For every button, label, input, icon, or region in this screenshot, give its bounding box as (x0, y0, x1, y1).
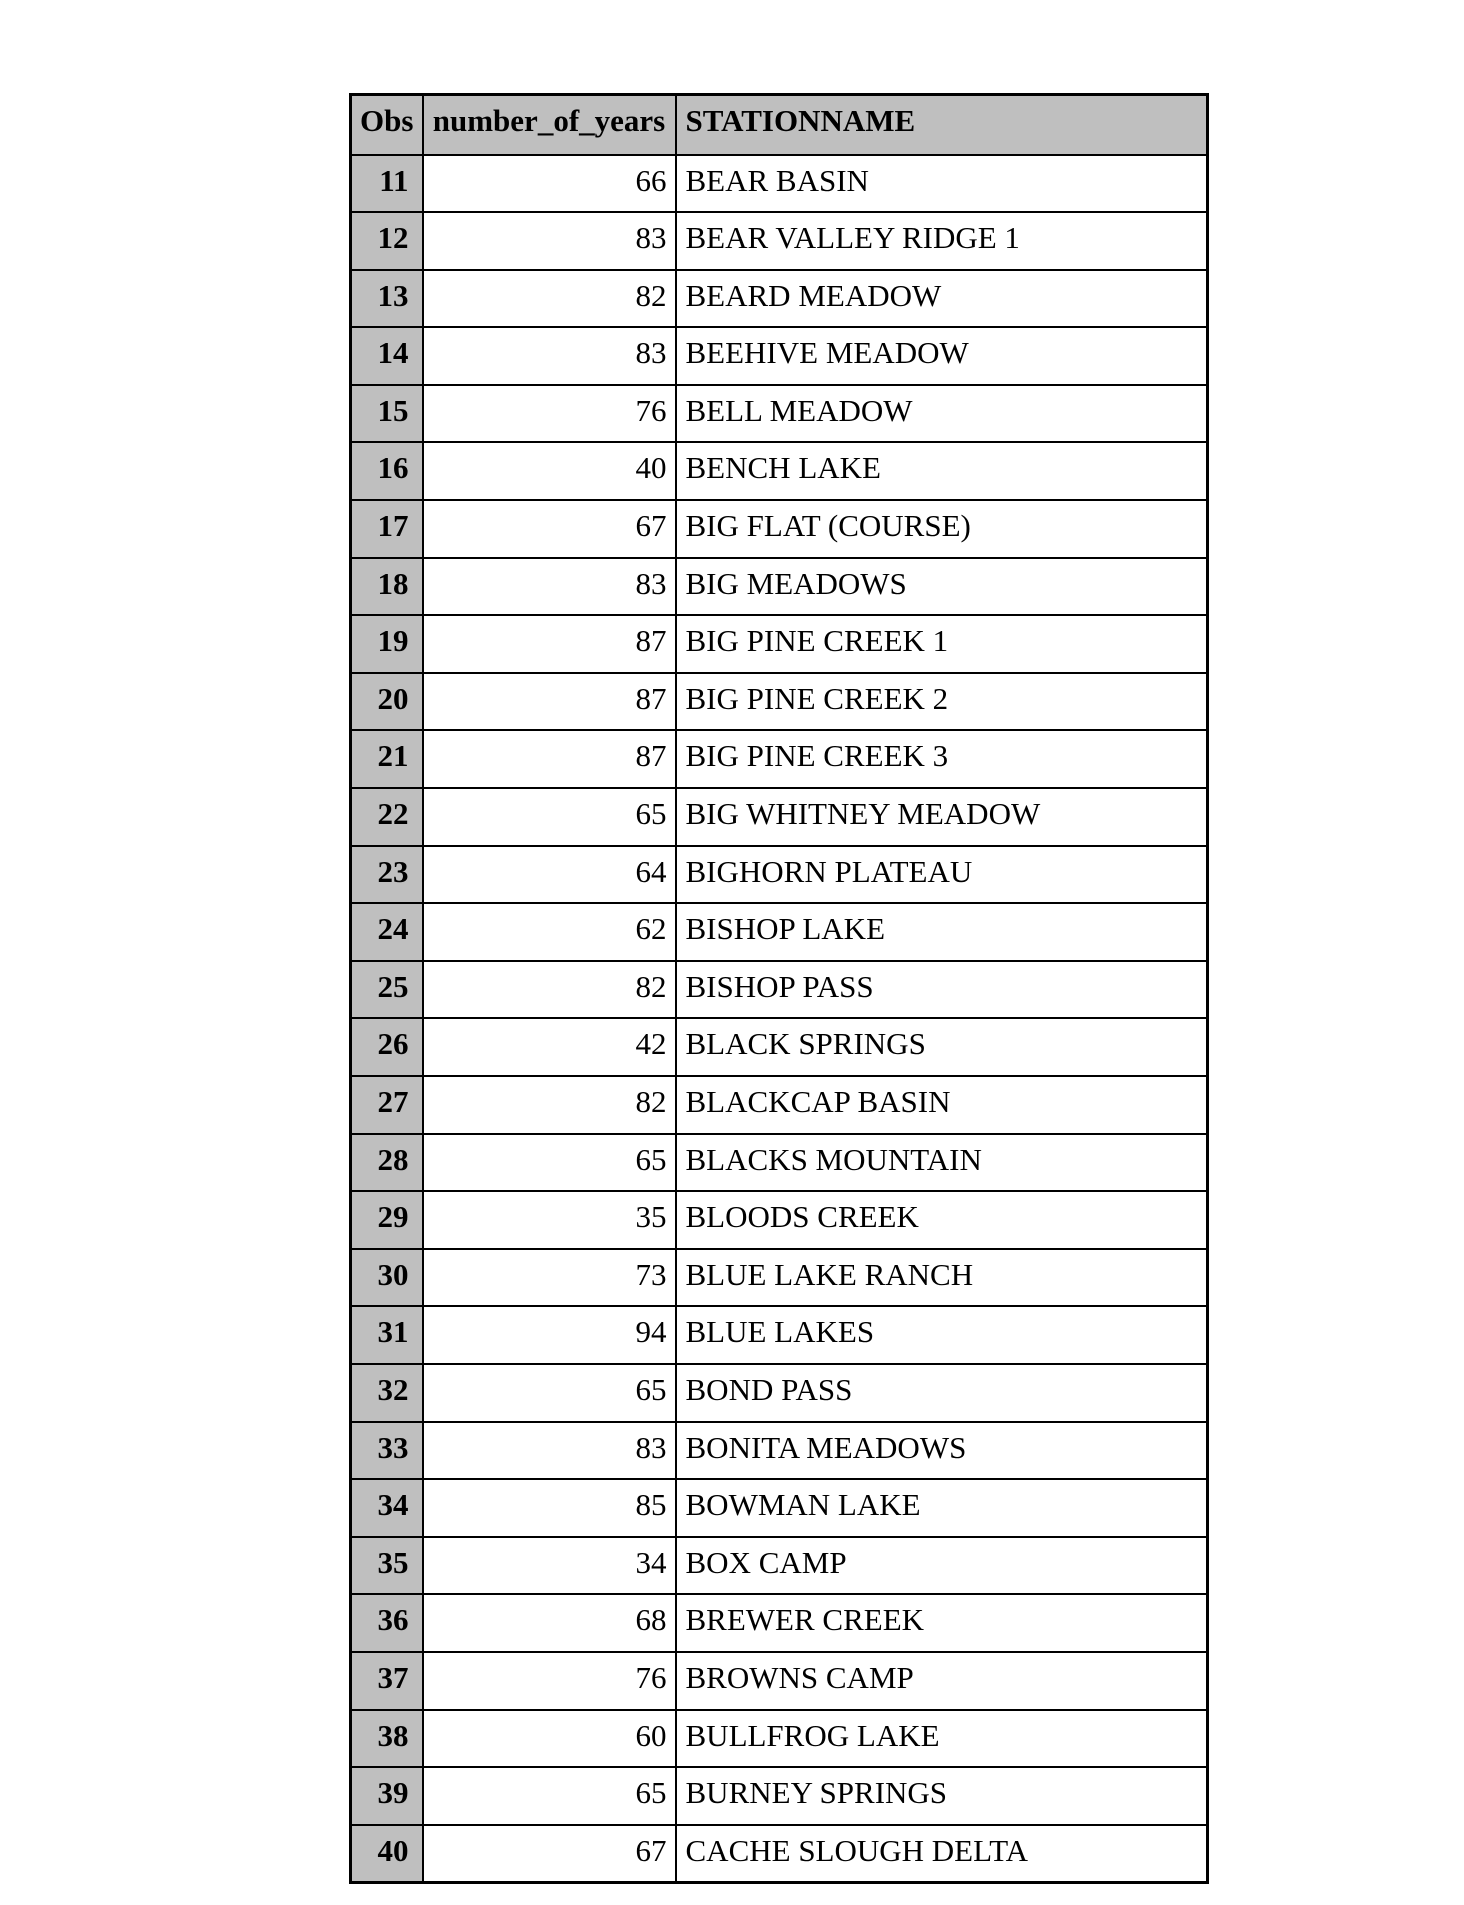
years-cell: 83 (423, 327, 676, 385)
years-cell: 83 (423, 558, 676, 616)
table-row (351, 212, 1208, 270)
table-row (351, 961, 1208, 1019)
table-row (351, 1479, 1208, 1537)
years-cell: 65 (423, 1767, 676, 1825)
table-row (351, 673, 1208, 731)
station-cell: BOND PASS (676, 1364, 1208, 1422)
obs-cell: 19 (351, 615, 423, 673)
years-cell: 34 (423, 1537, 676, 1595)
station-cell: BIG WHITNEY MEADOW (676, 788, 1208, 846)
table-row (351, 903, 1208, 961)
obs-cell: 28 (351, 1134, 423, 1192)
station-cell: BULLFROG LAKE (676, 1710, 1208, 1768)
table-row (351, 1422, 1208, 1480)
station-cell: BIG PINE CREEK 2 (676, 673, 1208, 731)
table-body (351, 155, 1208, 1883)
station-cell: BLACKS MOUNTAIN (676, 1134, 1208, 1192)
table-row (351, 1134, 1208, 1192)
table-row (351, 442, 1208, 500)
obs-cell: 39 (351, 1767, 423, 1825)
station-cell: BIG FLAT (COURSE) (676, 500, 1208, 558)
years-cell: 35 (423, 1191, 676, 1249)
years-cell: 40 (423, 442, 676, 500)
table-row (351, 155, 1208, 213)
obs-cell: 40 (351, 1825, 423, 1883)
station-cell: BISHOP LAKE (676, 903, 1208, 961)
years-cell: 62 (423, 903, 676, 961)
station-cell: BEEHIVE MEADOW (676, 327, 1208, 385)
table-row (351, 500, 1208, 558)
table-row (351, 788, 1208, 846)
obs-cell: 32 (351, 1364, 423, 1422)
years-cell: 94 (423, 1306, 676, 1364)
column-header-stationname: STATIONNAME (676, 95, 1208, 155)
table-row (351, 1249, 1208, 1307)
table-row (351, 270, 1208, 328)
column-header-number-of-years: number_of_years (423, 95, 676, 155)
station-cell: BEAR VALLEY RIDGE 1 (676, 212, 1208, 270)
table-row (351, 1825, 1208, 1883)
obs-cell: 17 (351, 500, 423, 558)
obs-cell: 22 (351, 788, 423, 846)
obs-cell: 35 (351, 1537, 423, 1595)
obs-cell: 27 (351, 1076, 423, 1134)
station-cell: BONITA MEADOWS (676, 1422, 1208, 1480)
obs-cell: 20 (351, 673, 423, 731)
station-cell: BOX CAMP (676, 1537, 1208, 1595)
station-cell: BLACKCAP BASIN (676, 1076, 1208, 1134)
obs-cell: 38 (351, 1710, 423, 1768)
years-cell: 66 (423, 155, 676, 213)
obs-cell: 37 (351, 1652, 423, 1710)
obs-cell: 12 (351, 212, 423, 270)
years-cell: 68 (423, 1594, 676, 1652)
obs-cell: 16 (351, 442, 423, 500)
table-row (351, 1537, 1208, 1595)
years-cell: 85 (423, 1479, 676, 1537)
table-row (351, 558, 1208, 616)
obs-cell: 29 (351, 1191, 423, 1249)
obs-cell: 18 (351, 558, 423, 616)
station-cell: BROWNS CAMP (676, 1652, 1208, 1710)
station-cell: BIG MEADOWS (676, 558, 1208, 616)
years-cell: 83 (423, 1422, 676, 1480)
station-cell: BIG PINE CREEK 1 (676, 615, 1208, 673)
years-cell: 82 (423, 270, 676, 328)
years-cell: 82 (423, 961, 676, 1019)
station-cell: CACHE SLOUGH DELTA (676, 1825, 1208, 1883)
station-cell: BELL MEADOW (676, 385, 1208, 443)
years-cell: 76 (423, 1652, 676, 1710)
obs-cell: 26 (351, 1018, 423, 1076)
obs-cell: 15 (351, 385, 423, 443)
years-cell: 76 (423, 385, 676, 443)
table-row (351, 1364, 1208, 1422)
years-cell: 83 (423, 212, 676, 270)
station-cell: BOWMAN LAKE (676, 1479, 1208, 1537)
years-cell: 60 (423, 1710, 676, 1768)
station-cell: BLACK SPRINGS (676, 1018, 1208, 1076)
station-cell: BIG PINE CREEK 3 (676, 730, 1208, 788)
table-row (351, 1594, 1208, 1652)
obs-cell: 23 (351, 846, 423, 904)
station-cell: BREWER CREEK (676, 1594, 1208, 1652)
years-cell: 65 (423, 1134, 676, 1192)
years-cell: 73 (423, 1249, 676, 1307)
header-row (351, 95, 1208, 155)
table-row (351, 1306, 1208, 1364)
station-cell: BEAR BASIN (676, 155, 1208, 213)
station-cell: BLUE LAKES (676, 1306, 1208, 1364)
years-cell: 65 (423, 788, 676, 846)
station-cell: BLOODS CREEK (676, 1191, 1208, 1249)
years-cell: 82 (423, 1076, 676, 1134)
obs-cell: 36 (351, 1594, 423, 1652)
observations-table (349, 93, 1209, 1884)
table-row (351, 385, 1208, 443)
table-row (351, 730, 1208, 788)
obs-cell: 21 (351, 730, 423, 788)
years-cell: 64 (423, 846, 676, 904)
station-cell: BIGHORN PLATEAU (676, 846, 1208, 904)
obs-cell: 14 (351, 327, 423, 385)
obs-cell: 11 (351, 155, 423, 213)
table-row (351, 1076, 1208, 1134)
obs-cell: 13 (351, 270, 423, 328)
table-row (351, 1652, 1208, 1710)
station-cell: BENCH LAKE (676, 442, 1208, 500)
years-cell: 87 (423, 730, 676, 788)
years-cell: 87 (423, 673, 676, 731)
obs-cell: 24 (351, 903, 423, 961)
years-cell: 67 (423, 1825, 676, 1883)
obs-cell: 25 (351, 961, 423, 1019)
table-header (351, 95, 1208, 155)
station-cell: BEARD MEADOW (676, 270, 1208, 328)
obs-cell: 33 (351, 1422, 423, 1480)
column-header-obs: Obs (351, 95, 423, 155)
table-row (351, 1767, 1208, 1825)
station-cell: BLUE LAKE RANCH (676, 1249, 1208, 1307)
table-row (351, 846, 1208, 904)
table-row (351, 327, 1208, 385)
obs-cell: 31 (351, 1306, 423, 1364)
table-row (351, 1191, 1208, 1249)
obs-cell: 34 (351, 1479, 423, 1537)
years-cell: 42 (423, 1018, 676, 1076)
years-cell: 65 (423, 1364, 676, 1422)
table-row (351, 1018, 1208, 1076)
table-row (351, 1710, 1208, 1768)
station-cell: BISHOP PASS (676, 961, 1208, 1019)
obs-cell: 30 (351, 1249, 423, 1307)
years-cell: 67 (423, 500, 676, 558)
years-cell: 87 (423, 615, 676, 673)
table-row (351, 615, 1208, 673)
station-cell: BURNEY SPRINGS (676, 1767, 1208, 1825)
